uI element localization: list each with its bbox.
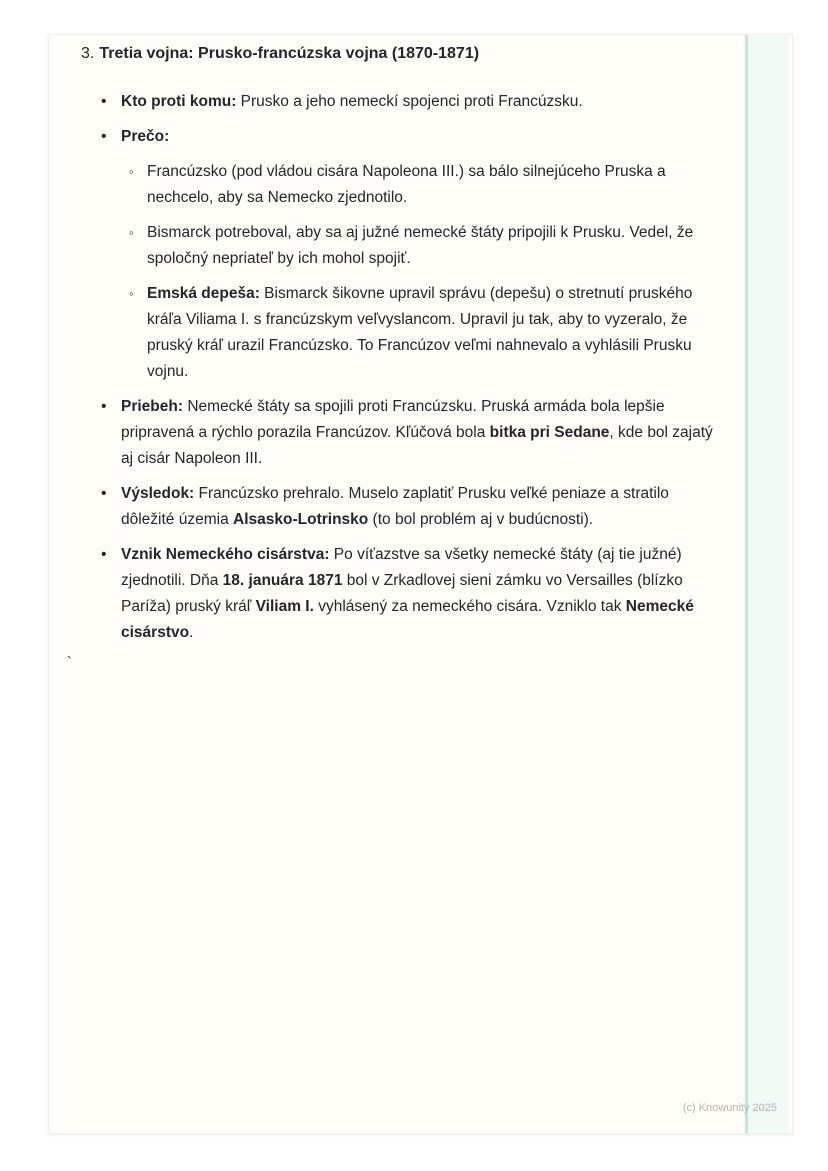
section-heading <box>81 43 727 65</box>
list-item <box>81 542 727 646</box>
circle-bullet-marker: ◦ <box>129 286 134 301</box>
text-segment: Po víťazstve sa všetky nemecké štáty (aj tie južné) zjednotili. Dňa <box>121 546 682 589</box>
list-item-text <box>121 89 722 115</box>
sub-list-item <box>81 281 727 385</box>
accent-stripe <box>745 35 789 1133</box>
text-segment: Bismarck šikovne upravil správu (depešu) o stretnutí pruského kráľa Viliama I. s francúzskym veľvyslancom. Upravil ju tak, aby to vyzeralo, že pruský kráľ urazil Francúzsko. To Francúzov veľmi nahnevalo a vyhlásili Prusku vojnu. <box>147 285 693 380</box>
text-segment: Francúzsko prehralo. Muselo zaplatiť Prusku veľké peniaze a stratilo dôležité územia <box>121 485 669 528</box>
bold-text-segment: 18. januára 1871 <box>222 572 343 589</box>
note-content <box>81 43 727 655</box>
list-item-text <box>121 394 722 472</box>
bold-text-segment: Emská depeša: <box>147 285 260 302</box>
list-item <box>81 481 727 533</box>
disc-bullet-marker: • <box>101 128 107 145</box>
sub-list-item <box>81 159 727 211</box>
circle-bullet-marker: ◦ <box>129 164 134 179</box>
disc-bullet-marker: • <box>101 398 107 415</box>
sub-bullet-list <box>81 159 727 385</box>
section-title: Tretia vojna: Prusko-francúzska vojna (1870-1871) <box>99 45 480 62</box>
bold-text-segment: Priebeh: <box>121 398 184 415</box>
text-segment: bol v Zrkadlovej sieni zámku vo Versailles (blízko Paríža) pruský kráľ <box>121 572 683 615</box>
text-segment: vyhlásený za nemeckého cisára. Vzniklo tak <box>313 598 626 615</box>
disc-bullet-marker: • <box>101 93 107 110</box>
text-segment: Nemecké štáty sa spojili proti Francúzsku. Pruská armáda bola lepšie pripravená a rýchlo porazila Francúzov. Kľúčová bola <box>121 398 665 441</box>
section-number: 3. <box>81 45 95 62</box>
text-segment: (to bol problém aj v budúcnosti). <box>368 511 594 528</box>
bold-text-segment: Viliam I. <box>255 598 314 615</box>
text-segment: Prusko a jeho nemeckí spojenci proti Francúzsku. <box>236 93 583 110</box>
list-item <box>81 124 727 150</box>
note-page <box>48 34 793 1134</box>
sub-list-item <box>81 220 727 272</box>
disc-bullet-marker: • <box>101 546 107 563</box>
bold-text-segment: bitka pri Sedane <box>489 424 610 441</box>
stray-character: ` <box>67 654 72 671</box>
bold-text-segment: Prečo: <box>121 128 170 145</box>
sub-list-item-text <box>147 159 727 211</box>
sub-list-item-text <box>147 220 727 272</box>
circle-bullet-marker: ◦ <box>129 225 134 240</box>
list-item-text <box>121 542 722 646</box>
bold-text-segment: Kto proti komu: <box>121 93 237 110</box>
list-item <box>81 394 727 472</box>
list-item <box>81 89 727 115</box>
text-segment: . <box>189 624 194 641</box>
text-segment: Bismarck potreboval, aby sa aj južné nemecké štáty pripojili k Prusku. Vedel, že spoločný nepriateľ by ich mohol spojiť. <box>147 224 694 267</box>
bold-text-segment: Nemecké cisárstvo <box>121 598 694 641</box>
text-segment: , kde bol zajatý aj cisár Napoleon III. <box>121 424 713 467</box>
bold-text-segment: Alsasko-Lotrinsko <box>233 511 369 528</box>
bullet-list <box>81 89 727 646</box>
list-item-text <box>121 481 722 533</box>
text-segment: Francúzsko (pod vládou cisára Napoleona III.) sa bálo silnejúceho Pruska a nechcelo, aby sa Nemecko zjednotilo. <box>147 163 666 206</box>
sub-list-item-text <box>147 281 727 385</box>
disc-bullet-marker: • <box>101 485 107 502</box>
bold-text-segment: Výsledok: <box>121 485 195 502</box>
list-item-text <box>121 124 722 150</box>
copyright-footer: (c) Knowunity 2025 <box>682 1102 777 1114</box>
bold-text-segment: Vznik Nemeckého cisárstva: <box>121 546 330 563</box>
